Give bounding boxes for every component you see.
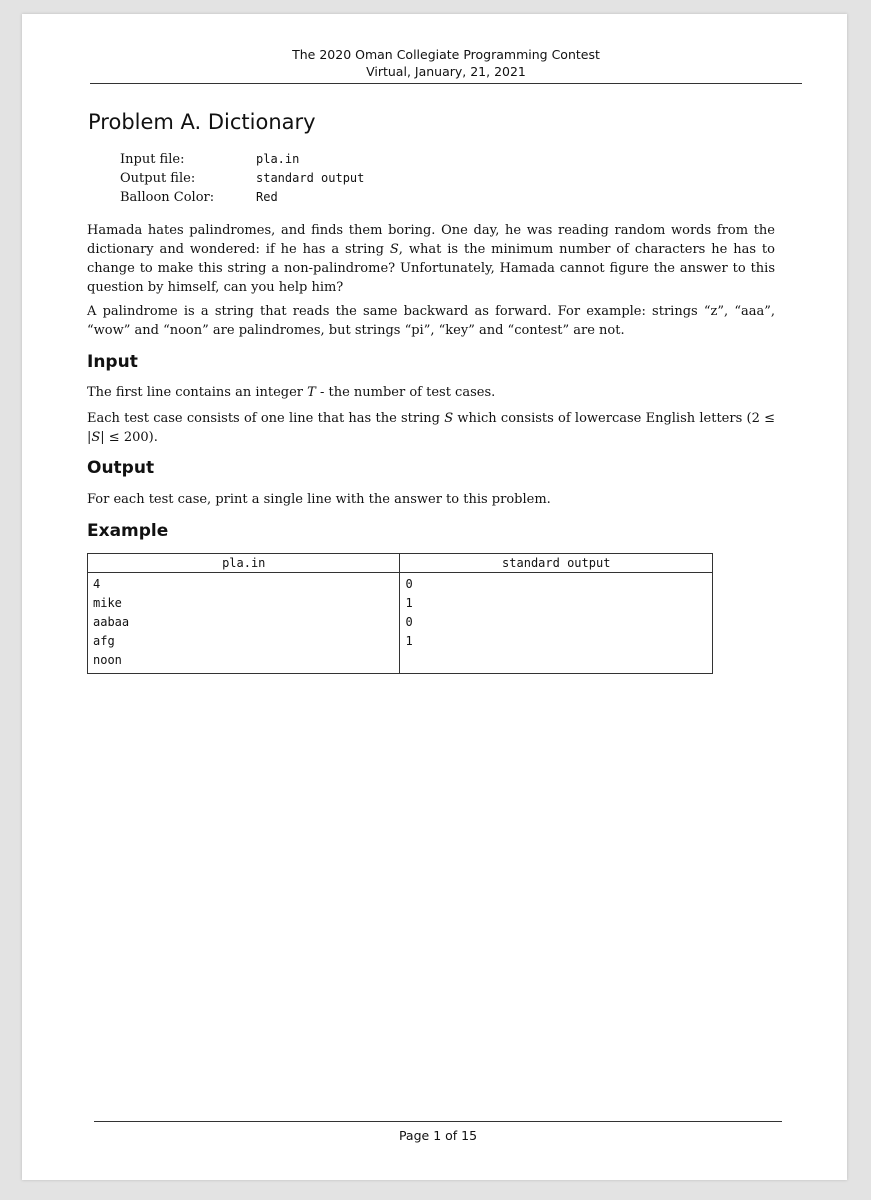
text-run: Hamada hates palindromes, and finds them boring. One day, he was reading random words from the dictionary and wondered: if he has a string xyxy=(87,223,775,257)
example-input-cell xyxy=(88,573,400,674)
problem-meta xyxy=(120,150,364,207)
example-output-line: 0 xyxy=(405,615,413,629)
input-heading: Input xyxy=(87,352,138,372)
example-input-header: pla.in xyxy=(88,554,400,573)
example-input-line: 4 xyxy=(93,577,101,591)
example-input-line: aabaa xyxy=(93,615,130,629)
output-paragraph: For each test case, print a single line with the answer to this problem. xyxy=(87,492,551,507)
page-header xyxy=(90,46,802,80)
meta-label: Output file: xyxy=(120,171,196,186)
statement-paragraph-1 xyxy=(87,221,775,297)
document-page xyxy=(22,14,847,1180)
text-run: - the number of test cases. xyxy=(315,385,496,400)
meta-value: pla.in xyxy=(256,152,300,166)
meta-input-file xyxy=(120,150,364,169)
math-var: T xyxy=(307,385,316,400)
text-run: The first line contains an integer xyxy=(87,385,308,400)
math-var: S xyxy=(444,411,454,426)
meta-label: Input file: xyxy=(120,152,185,167)
text-run: Each test case consists of one line that has the string xyxy=(87,411,445,426)
contest-date: Virtual, January, 21, 2021 xyxy=(366,64,526,79)
meta-label: Balloon Color: xyxy=(120,190,215,205)
example-output-header: standard output xyxy=(400,554,713,573)
output-heading: Output xyxy=(87,458,155,478)
example-input-line: mike xyxy=(93,596,122,610)
example-output-line: 1 xyxy=(405,596,413,610)
contest-name: The 2020 Oman Collegiate Programming Contest xyxy=(292,47,600,62)
input-paragraph-1 xyxy=(87,383,775,402)
example-output-line: 1 xyxy=(405,634,413,648)
input-paragraph-2 xyxy=(87,409,775,447)
meta-value: standard output xyxy=(256,171,365,185)
example-output-line: 0 xyxy=(405,577,413,591)
problem-title: Problem A. Dictionary xyxy=(88,110,316,134)
example-table xyxy=(87,553,713,674)
text-run: which consists of lowercase English letters (2 ≤ | xyxy=(87,411,775,445)
statement-paragraph-2: A palindrome is a string that reads the same backward as forward. For example: strings “z”, “aaa”, “wow” and “noon” are palindromes, but strings “pi”, “key” and “contest” are not. xyxy=(87,304,775,338)
page-number: Page 1 of 15 xyxy=(398,1128,478,1143)
text-run: , what is the minimum number of characters he has to change to make this string a non-palindrome? Unfortunately, Hamada cannot figure the answer to this question by himself, can you help him? xyxy=(87,242,775,295)
example-heading: Example xyxy=(87,521,169,541)
example-input-line: noon xyxy=(93,653,122,667)
header-rule xyxy=(90,83,802,84)
example-input-line: afg xyxy=(93,634,115,648)
meta-balloon-color xyxy=(120,188,364,207)
text-run: | ≤ 200). xyxy=(100,430,158,445)
math-var: S xyxy=(389,242,399,257)
meta-output-file xyxy=(120,169,364,188)
meta-value: Red xyxy=(256,190,278,204)
footer-rule xyxy=(94,1121,782,1122)
example-output-cell xyxy=(400,573,713,674)
math-var: S xyxy=(91,430,101,445)
